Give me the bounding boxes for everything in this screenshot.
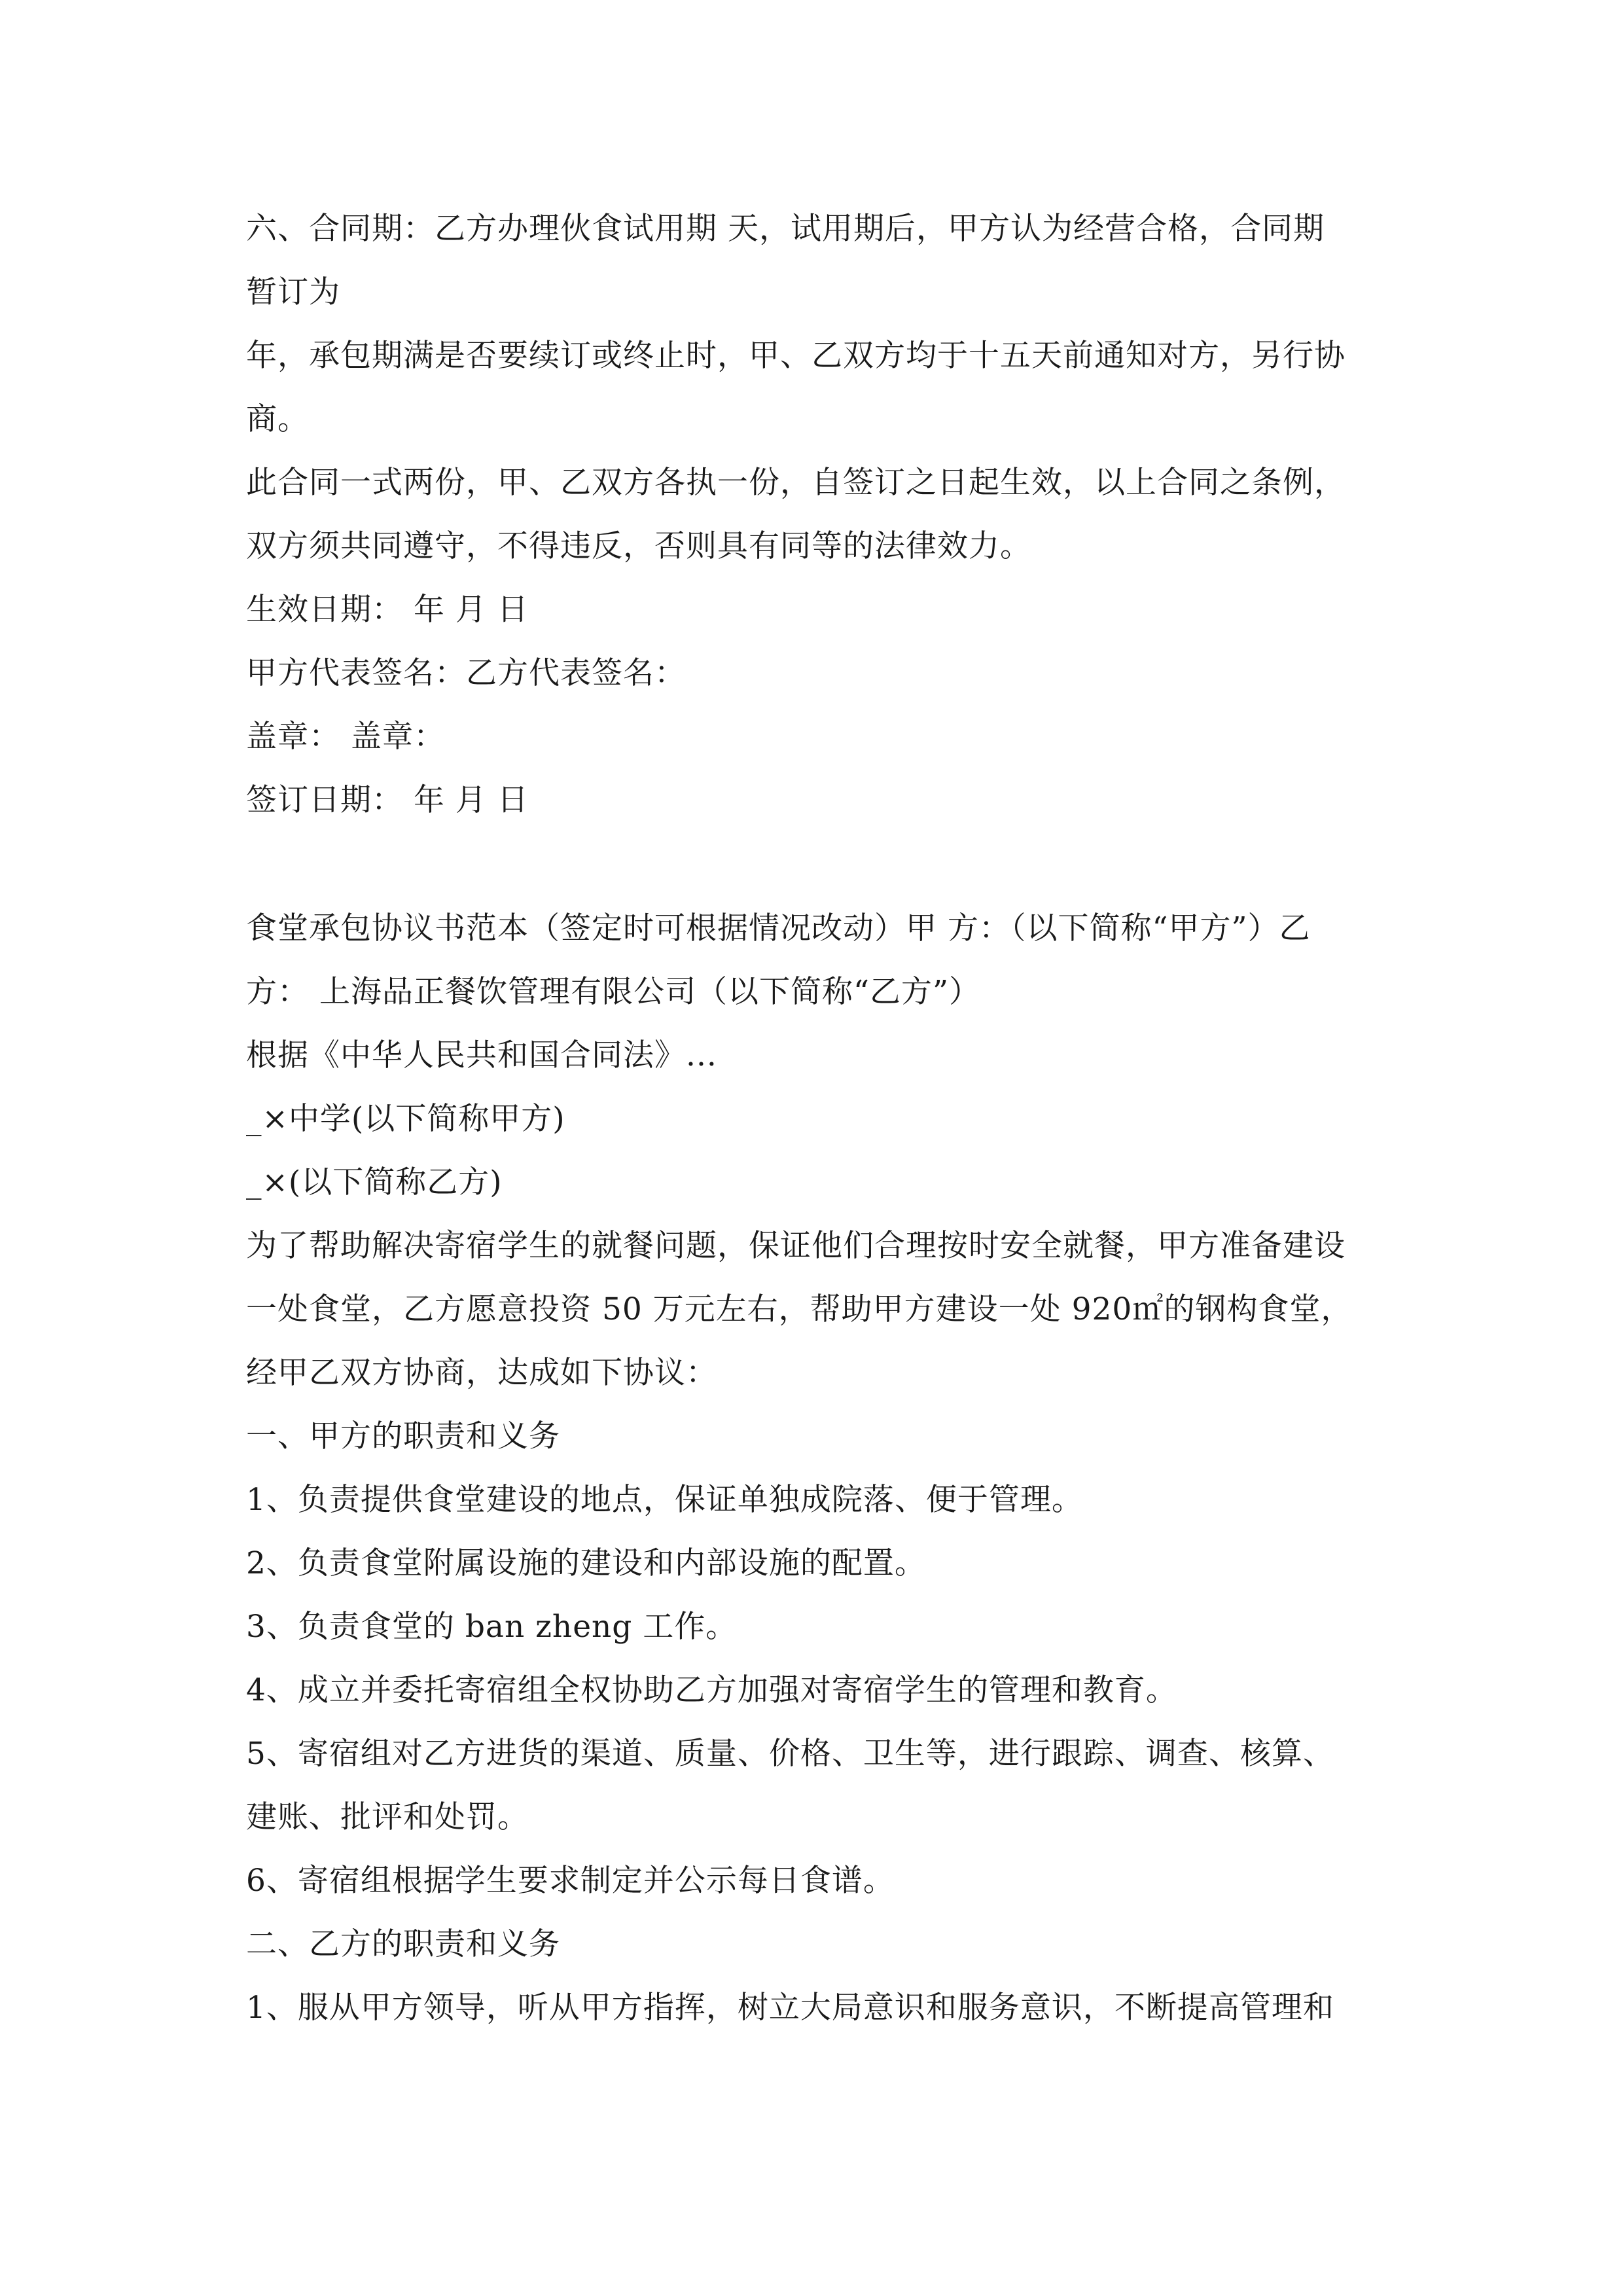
section-heading: 二、乙方的职责和义务 [246,1926,560,1962]
text-line: 经甲乙双方协商，达成如下协议： [246,1355,717,1391]
text-line: 一处食堂，乙方愿意投资 50 万元左右，帮助甲方建设一处 920㎡的钢构食堂， [246,1291,1353,1327]
text-line: 盖章： 盖章： [246,719,445,755]
text-line: 此合同一式两份，甲、乙双方各执一份，自签订之日起生效，以上合同之条例， [246,465,1346,501]
text-line: 方： 上海品正餐饮管理有限公司（以下简称“乙方”） [246,974,980,1010]
section-heading: 一、甲方的职责和义务 [246,1418,560,1454]
text-line: 生效日期： 年 月 日 [246,592,529,628]
list-item: 1、服从甲方领导，听从甲方指挥，树立大局意识和服务意识，不断提高管理和 [246,1990,1334,2026]
list-item: 2、负责食堂附属设施的建设和内部设施的配置。 [246,1545,926,1581]
text-line: _×(以下简称乙方) [246,1164,503,1200]
list-item: 4、成立并委托寄宿组全权协助乙方加强对寄宿学生的管理和教育。 [246,1672,1177,1708]
text-line: _×中学(以下简称甲方) [246,1101,565,1137]
text-line: 为了帮助解决寄宿学生的就餐问题，保证他们合理按时安全就餐，甲方准备建设 [246,1228,1346,1264]
text-line: 双方须共同遵守，不得违反，否则具有同等的法律效力。 [246,528,1031,564]
text-line: 六、合同期：乙方办理伙食试用期 天，试用期后，甲方认为经营合格，合同期 [246,211,1325,247]
text-line: 根据《中华人民共和国合同法》... [246,1037,717,1073]
text-line: 食堂承包协议书范本（签定时可根据情况改动）甲 方：（以下简称“甲方”）乙 [246,910,1311,946]
text-line: 甲方代表签名：乙方代表签名： [246,655,686,691]
text-line: 签订日期： 年 月 日 [246,782,529,818]
list-item: 1、负责提供食堂建设的地点，保证单独成院落、便于管理。 [246,1482,1083,1518]
list-item: 3、负责食堂的 ban zheng 工作。 [246,1609,738,1645]
text-line: 年，承包期满是否要续订或终止时，甲、乙双方均于十五天前通知对方，另行协 [246,338,1346,374]
text-line: 建账、批评和处罚。 [246,1799,529,1835]
list-item: 6、寄宿组根据学生要求制定并公示每日食谱。 [246,1863,895,1899]
list-item: 5、寄宿组对乙方进货的渠道、质量、价格、卫生等，进行跟踪、调查、核算、 [246,1736,1334,1772]
text-line: 暂订为 [246,274,340,310]
text-line: 商。 [246,401,309,437]
